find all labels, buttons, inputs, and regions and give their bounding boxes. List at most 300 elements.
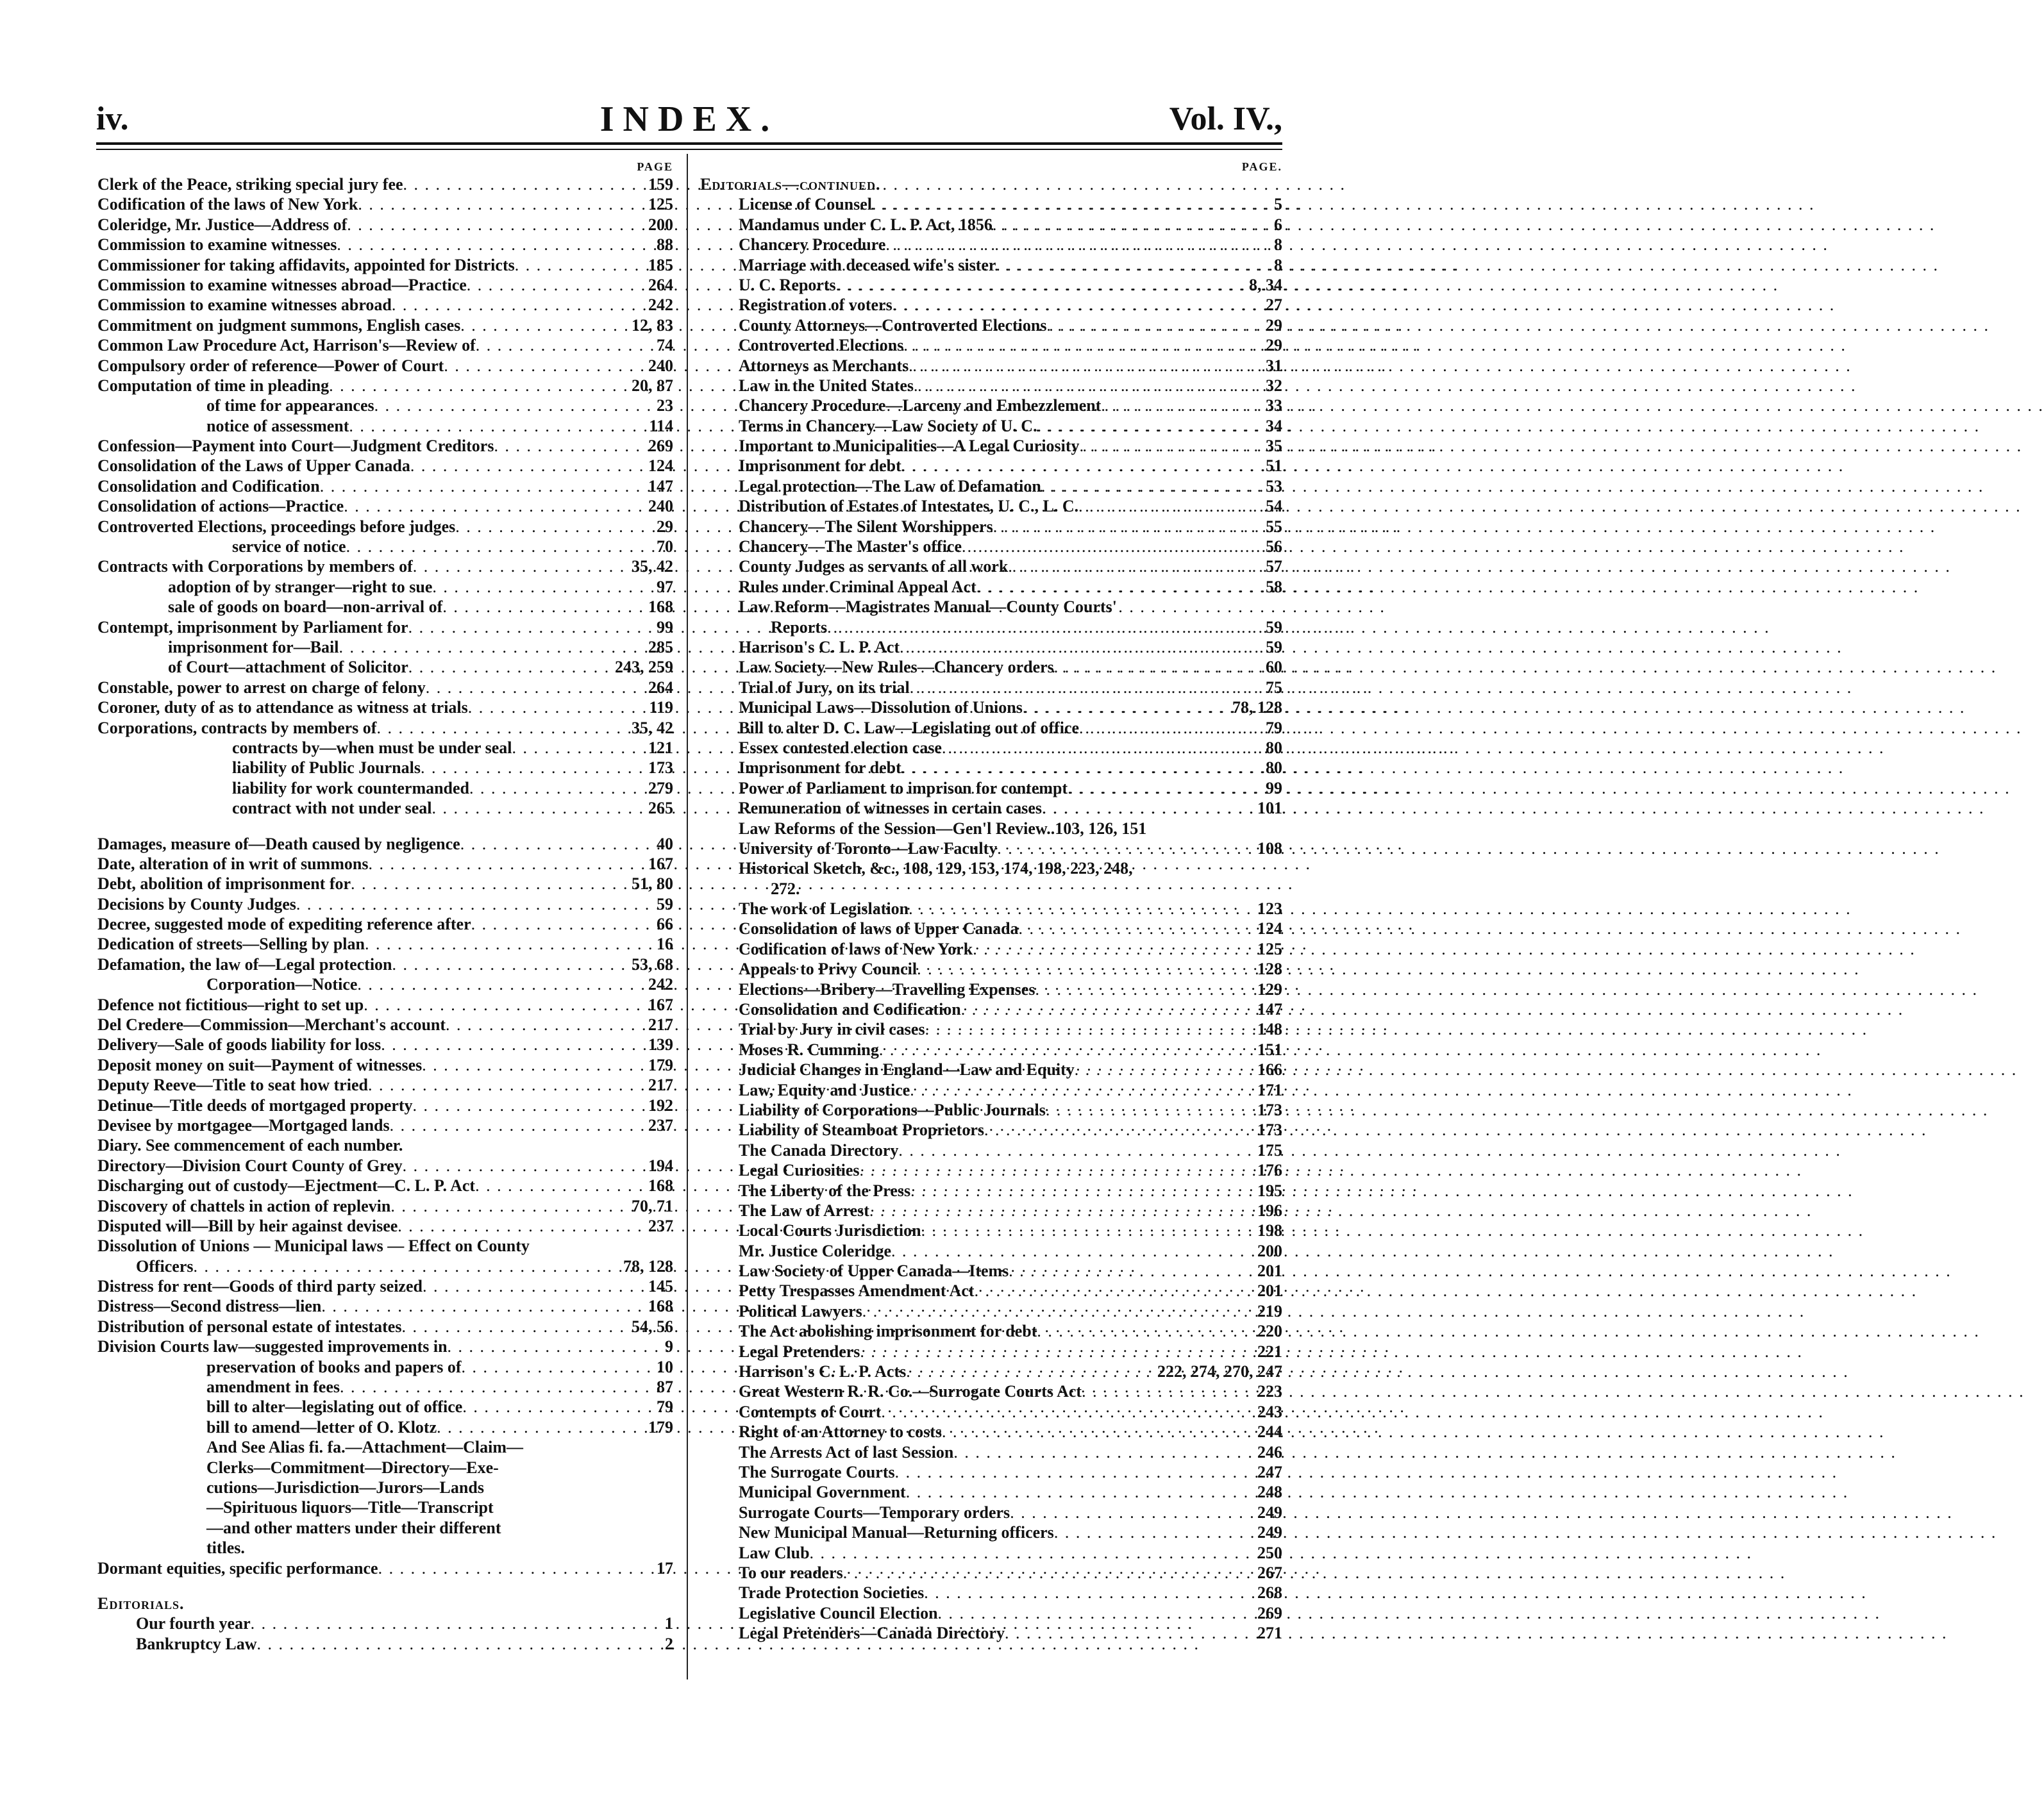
entry-page: 247	[1257, 1463, 1282, 1481]
entry-page: 196	[1257, 1201, 1282, 1220]
entry-page: 80	[1266, 738, 1282, 757]
index-entry	[700, 356, 1282, 376]
entry-text: Law Reforms of the Session—Gen'l Review..103, 126, 151	[739, 819, 1147, 838]
index-entry	[97, 255, 673, 275]
leader-dots	[1005, 1623, 1255, 1643]
index-entry	[700, 1381, 1282, 1401]
entry-text: imprisonment for—Bail	[168, 637, 339, 656]
entry-text: Law Society of Upper Canada—Items	[739, 1262, 1009, 1281]
entry-page: 10	[657, 1357, 673, 1376]
entry-page: 6	[1274, 215, 1282, 234]
entry-text: Rules under Criminal Appeal Act	[739, 577, 976, 596]
leader-dots	[408, 617, 654, 637]
entry-text: Reports	[771, 617, 828, 637]
leader-dots	[1068, 778, 1263, 798]
index-entry	[97, 738, 673, 758]
entry-text: The Law of Arrest	[739, 1201, 869, 1220]
entry-text: Trial of Jury, on its trial	[739, 678, 910, 697]
leader-dots	[344, 496, 646, 516]
entry-text: Our fourth year	[136, 1614, 251, 1633]
leader-dots	[403, 174, 646, 194]
index-entry	[700, 879, 1282, 899]
entry-text: Legal Pretenders—Canada Directory	[739, 1624, 1005, 1643]
index-entry	[700, 1140, 1282, 1160]
leader-dots	[194, 1256, 621, 1276]
entry-text: Trial by Jury in civil cases	[739, 1020, 925, 1039]
index-entry	[97, 1317, 673, 1337]
leader-dots	[467, 275, 646, 295]
index-entry	[700, 416, 1282, 436]
index-entry	[97, 335, 673, 355]
index-entry	[700, 194, 1282, 214]
entry-text: Commitment on judgment summons, English cases	[97, 315, 461, 335]
entry-page: 66	[657, 915, 673, 934]
entry-page: 1	[665, 1614, 673, 1633]
leader-dots	[909, 899, 1255, 919]
index-entry	[700, 1019, 1282, 1039]
entry-text: Remuneration of witnesses in certain cases	[739, 799, 1042, 818]
entry-text: Coleridge, Mr. Justice—Address of	[97, 215, 348, 234]
entry-text: service of notice	[232, 537, 346, 556]
entry-page: 173	[648, 758, 673, 778]
entry-page: 279	[648, 778, 673, 797]
leader-dots	[973, 939, 1255, 959]
entry-text: Law Reform—Magistrates Manual—County Courts'	[739, 597, 1118, 617]
index-entry	[700, 556, 1282, 576]
leader-dots	[374, 396, 654, 415]
index-entry	[700, 517, 1282, 537]
index-entry	[97, 617, 673, 637]
leader-dots	[339, 637, 646, 657]
entry-text: Codification of laws of New York	[739, 939, 973, 958]
leader-dots	[337, 235, 654, 254]
leader-dots	[444, 356, 646, 376]
entry-text: County Judges as servants of all work	[739, 557, 1009, 576]
index-entry	[700, 1281, 1282, 1301]
index-entry	[97, 1518, 673, 1538]
leader-dots	[437, 1417, 646, 1437]
entry-text: Power of Parliament to imprison for contempt	[739, 778, 1068, 797]
entry-page: 171	[1257, 1080, 1282, 1099]
leader-dots	[378, 1558, 654, 1578]
entry-page: 268	[1257, 1583, 1282, 1603]
index-entry	[700, 436, 1282, 456]
entry-text: Liability of Steamboat Proprietors	[739, 1121, 984, 1140]
leader-dots	[1041, 476, 1263, 496]
entry-page: 35	[1266, 437, 1282, 456]
index-entry	[700, 758, 1282, 778]
leader-dots	[421, 758, 646, 778]
entry-page: 168	[648, 1297, 673, 1316]
entry-text: Distress for rent—Goods of third party seized	[97, 1277, 423, 1296]
entry-text: Terms in Chancery—Law Society of U. C.	[739, 416, 1037, 435]
leader-dots	[836, 275, 1246, 295]
leader-dots	[390, 1115, 646, 1135]
leader-dots	[432, 798, 646, 818]
leader-dots	[1054, 657, 1263, 677]
entry-text: Directory—Division Court County of Grey	[97, 1156, 403, 1175]
entry-page: 121	[648, 738, 673, 757]
entry-text: Great Western R. R. Co.—Surrogate Courts Act	[739, 1382, 1082, 1401]
leader-dots	[329, 376, 629, 396]
entry-text: Dormant equities, specific performance	[97, 1558, 378, 1578]
entry-text: Damages, measure of—Death caused by negligence	[97, 834, 460, 853]
entry-text: Contracts with Corporations by members of	[97, 557, 413, 576]
entry-text: Essex contested election case	[739, 738, 942, 757]
entry-page: 88	[657, 235, 673, 254]
entry-page: 246	[1257, 1442, 1282, 1462]
leader-dots	[1080, 436, 1263, 456]
index-entry	[97, 718, 673, 738]
entry-text: Controverted Elections, proceedings before judges	[97, 517, 456, 536]
index-entry	[97, 1035, 673, 1054]
index-entry	[97, 537, 673, 556]
entry-text: Division Courts law—suggested improvements in	[97, 1337, 448, 1356]
leader-dots	[810, 1543, 1255, 1563]
entry-page: 78, 128	[1232, 698, 1282, 717]
index-entry	[97, 1558, 673, 1578]
index-entry	[700, 778, 1282, 798]
entry-text: Chancery—The Master's office	[739, 537, 962, 556]
leader-dots	[460, 315, 629, 335]
index-entry	[700, 819, 1282, 838]
index-entry	[97, 1296, 673, 1316]
index-entry	[700, 1060, 1282, 1079]
entry-text: Distribution of Estates of Intestates, U. C., L. C.	[739, 497, 1079, 516]
entry-page: 265	[648, 799, 673, 818]
index-entry	[700, 1402, 1282, 1422]
entry-page: 264	[648, 678, 673, 697]
entry-text: Moses R. Cumming	[739, 1040, 879, 1059]
entry-text: Commission to examine witnesses abroad—Practice	[97, 275, 467, 294]
entry-text: Officers	[136, 1256, 194, 1276]
left-column	[97, 154, 673, 1654]
leader-dots	[1037, 416, 1263, 436]
entry-text: Decree, suggested mode of expediting reference after	[97, 915, 471, 934]
leader-dots	[471, 914, 654, 934]
leader-dots	[942, 1422, 1255, 1442]
entry-page: 8	[1274, 235, 1282, 254]
entry-page: 27	[1266, 296, 1282, 315]
leader-dots	[368, 854, 646, 874]
entry-page: 128	[1257, 960, 1282, 979]
entry-text: of time for appearances	[206, 396, 374, 415]
index-entry	[97, 1196, 673, 1216]
entry-text: Imprisonment for debt	[739, 758, 901, 778]
entry-page: 2	[665, 1634, 673, 1653]
index-entry	[700, 738, 1282, 758]
section-gap	[97, 819, 673, 834]
index-entry	[97, 657, 673, 677]
entry-text: Surrogate Courts—Temporary orders	[739, 1503, 1010, 1522]
leader-dots	[925, 1019, 1255, 1039]
entry-page: 151	[1257, 1040, 1282, 1059]
leader-dots	[869, 1201, 1255, 1221]
index-entry	[700, 1221, 1282, 1240]
index-entry	[700, 1482, 1282, 1502]
entry-text: Discharging out of custody—Ejectment—C. L. P. Act	[97, 1176, 476, 1196]
entry-page: 80	[1266, 758, 1282, 778]
entry-text: Commission to examine witnesses abroad	[97, 296, 392, 315]
index-entry	[97, 174, 673, 194]
entry-text: County Attorneys—Controverted Elections	[739, 315, 1047, 335]
entry-page: 243, 259	[615, 658, 673, 677]
entry-page: 33	[1266, 396, 1282, 415]
leader-dots	[914, 376, 1263, 396]
leader-dots	[432, 577, 654, 597]
entry-text: Controverted Elections	[739, 336, 904, 355]
leader-dots	[251, 1613, 662, 1633]
section-heading	[97, 1594, 673, 1613]
entry-text: Constable, power to arrest on charge of felony	[97, 678, 426, 697]
leader-dots	[924, 1583, 1255, 1603]
section-gap	[97, 1578, 673, 1594]
index-entry	[700, 1603, 1282, 1623]
leader-dots	[906, 1482, 1255, 1502]
entry-page: 34	[1266, 416, 1282, 435]
leader-dots	[1046, 1100, 1255, 1120]
entry-page: 240	[648, 497, 673, 516]
entry-text: Right of an Attorney to costs	[739, 1422, 942, 1442]
leader-dots	[392, 954, 629, 974]
index-entry	[700, 1362, 1282, 1381]
entry-text: Coroner, duty of as to attendance as witness at trials	[97, 698, 468, 717]
entry-text: Municipal Laws—Dissolution of Unions	[739, 698, 1023, 717]
entry-page: 78, 128	[623, 1256, 673, 1276]
entry-page: 31	[1266, 356, 1282, 375]
entry-page: 166	[1257, 1060, 1282, 1079]
entry-text: Important to Municipalities—A Legal Curiosity	[739, 437, 1080, 456]
entry-page: 54, 56	[632, 1317, 673, 1336]
entry-text: Bankruptcy Law	[136, 1634, 257, 1653]
entry-text: Legal Pretenders	[739, 1342, 860, 1361]
entry-text: Marriage with deceased wife's sister	[739, 255, 996, 274]
leader-dots	[1019, 919, 1255, 938]
entry-page: 195	[1257, 1181, 1282, 1200]
entry-page: 267	[1257, 1563, 1282, 1582]
index-entry	[700, 1201, 1282, 1221]
entry-text: Date, alteration of in writ of summons	[97, 854, 369, 873]
entry-text: Imprisonment for debt	[739, 456, 901, 476]
leader-dots	[320, 476, 646, 496]
leader-dots	[475, 1176, 646, 1196]
section-heading	[700, 174, 1282, 194]
entry-page: 59	[1266, 637, 1282, 656]
leader-dots	[423, 1276, 646, 1296]
leader-dots	[961, 999, 1255, 1019]
leader-dots	[349, 416, 646, 436]
index-entry	[700, 899, 1282, 919]
leader-dots	[296, 894, 654, 914]
leader-dots	[860, 1160, 1255, 1180]
leader-dots	[996, 255, 1271, 275]
index-entry	[97, 194, 673, 214]
leader-dots	[976, 577, 1263, 597]
index-entry	[700, 1623, 1282, 1643]
entry-text: Corporation—Notice	[206, 975, 358, 994]
entry-page: 74	[657, 336, 673, 355]
entry-page: 129	[1257, 979, 1282, 999]
index-entry	[97, 1055, 673, 1075]
entry-page: 250	[1257, 1543, 1282, 1562]
entry-text: Appeals to Privy Council	[739, 960, 917, 979]
leader-dots	[364, 995, 646, 1015]
entry-page: 123	[1257, 899, 1282, 919]
leader-dots	[408, 657, 612, 677]
leader-dots	[993, 215, 1271, 235]
index-entry	[97, 396, 673, 415]
index-entry	[97, 874, 673, 894]
leader-dots	[512, 738, 646, 758]
index-entry	[97, 1417, 673, 1437]
entry-page: 99	[1266, 778, 1282, 797]
index-entry	[97, 1015, 673, 1035]
index-entry	[700, 275, 1282, 295]
entry-text: Clerks—Commitment—Directory—Exe-	[206, 1458, 499, 1477]
entry-page: 201	[1257, 1281, 1282, 1301]
index-entry	[97, 995, 673, 1015]
entry-text: Chancery Procedure	[739, 235, 886, 254]
entry-text: —and other matters under their different	[206, 1518, 501, 1537]
entry-text: Del Credere—Commission—Merchant's account	[97, 1015, 446, 1035]
entry-page: 271	[1257, 1624, 1282, 1643]
leader-dots	[494, 436, 646, 456]
entry-text: Law, Equity and Justice	[739, 1080, 910, 1099]
leader-dots	[460, 834, 654, 854]
index-entry	[97, 496, 673, 516]
index-entry	[700, 496, 1282, 516]
entry-page: 167	[648, 995, 673, 1014]
leader-dots	[909, 356, 1263, 376]
entry-text: New Municipal Manual—Returning officers	[739, 1523, 1054, 1542]
index-entry	[700, 376, 1282, 396]
entry-page: 58	[1266, 577, 1282, 596]
leader-dots	[895, 1462, 1255, 1482]
entry-page: 29	[1266, 336, 1282, 355]
entry-page: 17	[657, 1558, 673, 1578]
entry-text: Distribution of personal estate of intestates	[97, 1317, 402, 1336]
entry-text: Discovery of chattels in action of replevin	[97, 1196, 391, 1215]
leader-dots	[962, 537, 1263, 556]
leader-dots	[340, 1377, 654, 1397]
entry-text: Deposit money on suit—Payment of witnesses	[97, 1055, 423, 1074]
index-entry	[97, 1337, 673, 1356]
entry-text: Compulsory order of reference—Power of Court	[97, 356, 444, 375]
index-entry	[97, 798, 673, 818]
leader-dots	[413, 1096, 646, 1115]
index-entry	[97, 758, 673, 778]
entry-page: 59	[657, 894, 673, 913]
entry-text: To our readers	[739, 1563, 843, 1582]
entry-text: Harrison's C. L. P. Act	[739, 637, 900, 656]
leader-dots	[365, 934, 654, 954]
index-entry	[700, 396, 1282, 415]
index-entry	[97, 1613, 673, 1633]
entry-text: Consolidation of laws of Upper Canada	[739, 919, 1019, 938]
entry-page: 23	[657, 396, 673, 415]
entry-page: 244	[1257, 1422, 1282, 1442]
leader-dots	[879, 1040, 1255, 1060]
volume-label: Vol. IV.,	[1169, 101, 1282, 137]
entry-page: 97	[657, 577, 673, 596]
entry-page: 168	[648, 1176, 673, 1196]
index-entry	[700, 637, 1282, 657]
index-entry	[97, 1156, 673, 1176]
entry-page: 139	[648, 1035, 673, 1054]
index-entry	[97, 1478, 673, 1497]
page-header	[96, 96, 1282, 142]
index-entry	[700, 1321, 1282, 1341]
index-entry	[97, 1135, 673, 1155]
entry-page: 192	[648, 1096, 673, 1115]
index-entry	[97, 1216, 673, 1236]
entry-text: Diary. See commencement of each number.	[97, 1136, 403, 1155]
leader-dots	[984, 1120, 1255, 1140]
entry-text: notice of assessment	[206, 416, 349, 435]
leader-dots	[422, 1055, 646, 1075]
index-entry	[97, 235, 673, 254]
entry-page: 194	[648, 1156, 673, 1175]
leader-dots	[1082, 1381, 1255, 1401]
entry-page: 159	[648, 175, 673, 194]
index-entry	[97, 315, 673, 335]
entry-page: 56	[1266, 537, 1282, 556]
entry-text: Chancery Procedure—Larceny and Embezzlement	[739, 396, 1102, 415]
entry-text: Chancery—The Silent Worshippers	[739, 517, 993, 536]
entry-text: amendment in fees	[206, 1378, 340, 1397]
leader-dots	[446, 1015, 646, 1035]
index-entry	[700, 1261, 1282, 1281]
index-entry	[700, 295, 1282, 315]
entry-page: 179	[648, 1055, 673, 1074]
leader-dots	[1009, 1261, 1255, 1281]
index-entry	[700, 959, 1282, 979]
leader-dots	[891, 1241, 1255, 1261]
index-entry	[97, 517, 673, 537]
leader-dots	[1078, 496, 1263, 516]
index-entry	[97, 834, 673, 854]
index-entry	[97, 1115, 673, 1135]
leader-dots	[346, 537, 654, 556]
entry-text: Deputy Reeve—Title to seat how tried	[97, 1076, 368, 1095]
right-column	[700, 154, 1282, 1644]
entry-page: 125	[1257, 939, 1282, 958]
entry-text: Attorneys as Merchants	[739, 356, 909, 375]
entry-text: adoption of by stranger—right to sue	[168, 577, 433, 596]
entry-text: Legal protection—The Law of Defamation	[739, 476, 1041, 496]
entry-text: of Court—attachment of Solicitor	[168, 658, 408, 677]
entry-page: 20, 87	[632, 376, 673, 395]
leader-dots	[827, 617, 1263, 637]
entry-page: 29	[657, 517, 673, 536]
entry-text: Commissioner for taking affidavits, appointed for Districts	[97, 255, 515, 274]
leader-dots	[476, 335, 654, 355]
index-entry	[97, 894, 673, 914]
entry-page: 8, 34	[1249, 275, 1282, 294]
entry-page: 51, 80	[632, 874, 673, 894]
entry-page: 114	[649, 416, 673, 435]
entry-text: Contempt, imprisonment by Parliament for	[97, 617, 408, 637]
index-entry	[700, 577, 1282, 597]
entry-page: 59	[1266, 617, 1282, 637]
left-page-heading: PAGE	[637, 160, 673, 173]
index-entry	[97, 637, 673, 657]
entry-text: Legislative Council Election	[739, 1603, 938, 1622]
leader-dots	[462, 1357, 654, 1377]
entry-text: bill to amend—letter of O. Klotz	[206, 1417, 437, 1437]
entry-text: Contempts of Court	[739, 1402, 882, 1421]
entry-page: 198	[1257, 1221, 1282, 1240]
